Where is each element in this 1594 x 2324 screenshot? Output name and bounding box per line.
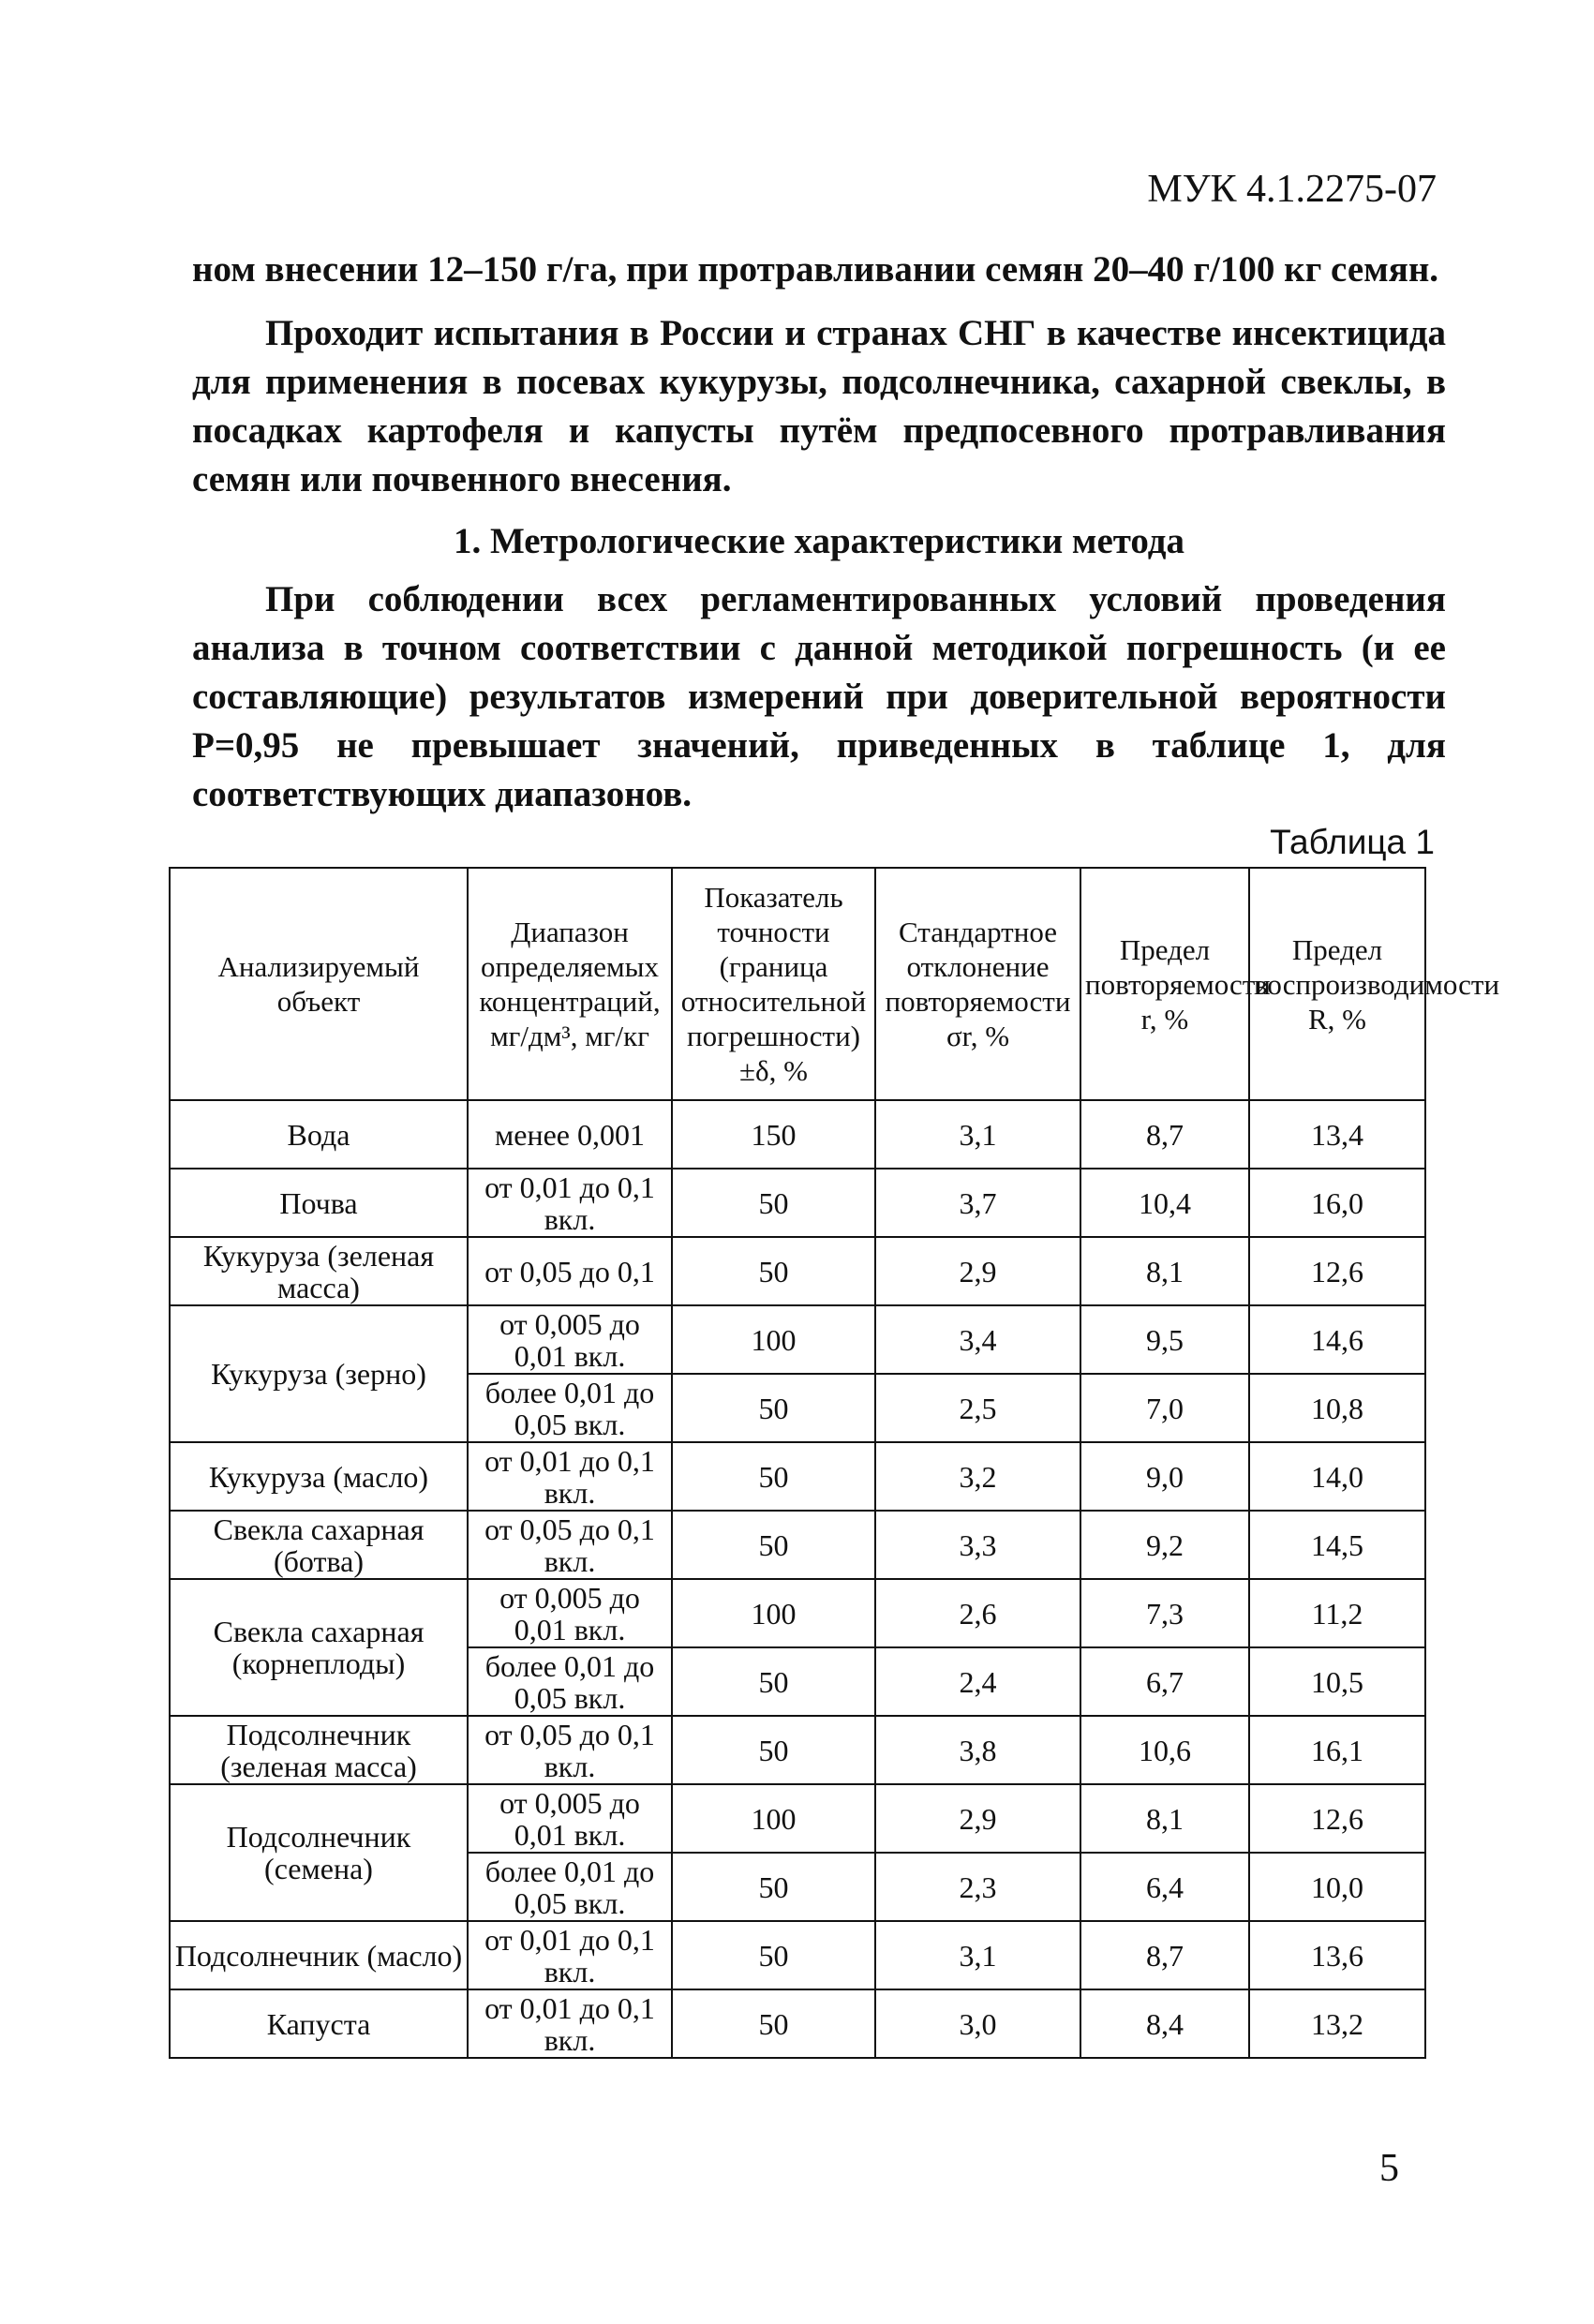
cell-r: 9,2 [1080, 1511, 1249, 1579]
cell-sigma: 2,6 [875, 1579, 1080, 1647]
cell-R: 10,5 [1249, 1647, 1425, 1716]
cell-range: менее 0,001 [468, 1100, 672, 1169]
cell-object: Подсолнечник (семена) [170, 1784, 468, 1921]
header-accuracy: Показатель точности (граница относительной погрешности) ±δ, % [672, 868, 875, 1100]
cell-delta: 50 [672, 1647, 875, 1716]
header-object: Анализируемый объект [170, 868, 468, 1100]
cell-delta: 50 [672, 1237, 875, 1305]
cell-delta: 100 [672, 1579, 875, 1647]
table-row [170, 1579, 1425, 1647]
cell-range: от 0,005 до 0,01 вкл. [468, 1579, 672, 1647]
cell-object: Капуста [170, 1989, 468, 2058]
cell-object: Кукуруза (зеленая масса) [170, 1237, 468, 1305]
cell-R: 13,6 [1249, 1921, 1425, 1989]
page-number: 5 [1379, 2147, 1399, 2190]
cell-R: 13,4 [1249, 1100, 1425, 1169]
cell-R: 14,0 [1249, 1442, 1425, 1511]
table-row [170, 1100, 1425, 1169]
cell-range: от 0,01 до 0,1 вкл. [468, 1442, 672, 1511]
cell-R: 16,0 [1249, 1169, 1425, 1237]
cell-range: от 0,01 до 0,1 вкл. [468, 1989, 672, 2058]
table-row [170, 1784, 1425, 1853]
cell-r: 8,1 [1080, 1784, 1249, 1853]
cell-delta: 100 [672, 1305, 875, 1374]
cell-R: 14,5 [1249, 1511, 1425, 1579]
cell-sigma: 3,3 [875, 1511, 1080, 1579]
cell-range: от 0,05 до 0,1 [468, 1237, 672, 1305]
cell-delta: 150 [672, 1100, 875, 1169]
body-text [192, 246, 1446, 819]
table-row [170, 1921, 1425, 1989]
cell-object: Вода [170, 1100, 468, 1169]
cell-delta: 50 [672, 1853, 875, 1921]
cell-range: более 0,01 до 0,05 вкл. [468, 1647, 672, 1716]
cell-sigma: 3,7 [875, 1169, 1080, 1237]
cell-sigma: 2,3 [875, 1853, 1080, 1921]
cell-object: Свекла сахарная (корнеплоды) [170, 1579, 468, 1716]
paragraph-continuation: ном внесении 12–150 г/га, при протравливании семян 20–40 г/100 кг семян. [192, 249, 1439, 290]
cell-r: 8,7 [1080, 1921, 1249, 1989]
header-reproducibility-limit: Предел воспроизводимости R, % [1249, 868, 1425, 1100]
cell-r: 6,7 [1080, 1647, 1249, 1716]
cell-range: от 0,01 до 0,1 вкл. [468, 1921, 672, 1989]
cell-r: 10,4 [1080, 1169, 1249, 1237]
cell-object: Кукуруза (зерно) [170, 1305, 468, 1442]
cell-r: 6,4 [1080, 1853, 1249, 1921]
cell-r: 7,0 [1080, 1374, 1249, 1442]
cell-object: Свекла сахарная (ботва) [170, 1511, 468, 1579]
cell-range: от 0,05 до 0,1 вкл. [468, 1511, 672, 1579]
table-row [170, 1989, 1425, 2058]
table-row [170, 1237, 1425, 1305]
cell-r: 9,0 [1080, 1442, 1249, 1511]
cell-R: 12,6 [1249, 1784, 1425, 1853]
cell-range: от 0,05 до 0,1 вкл. [468, 1716, 672, 1784]
cell-delta: 100 [672, 1784, 875, 1853]
cell-range: более 0,01 до 0,05 вкл. [468, 1853, 672, 1921]
section-title: 1. Метрологические характеристики метода [453, 521, 1185, 561]
cell-R: 16,1 [1249, 1716, 1425, 1784]
cell-range: от 0,005 до 0,01 вкл. [468, 1784, 672, 1853]
cell-delta: 50 [672, 1989, 875, 2058]
cell-delta: 50 [672, 1511, 875, 1579]
cell-r: 8,4 [1080, 1989, 1249, 2058]
cell-sigma: 3,2 [875, 1442, 1080, 1511]
document-code: МУК 4.1.2275-07 [1147, 168, 1437, 211]
metrology-table [169, 867, 1500, 2059]
table-caption: Таблица 1 [1270, 823, 1435, 861]
cell-R: 13,2 [1249, 1989, 1425, 2058]
cell-sigma: 2,4 [875, 1647, 1080, 1716]
cell-r: 7,3 [1080, 1579, 1249, 1647]
cell-range: от 0,01 до 0,1 вкл. [468, 1169, 672, 1237]
cell-r: 8,7 [1080, 1100, 1249, 1169]
cell-R: 10,0 [1249, 1853, 1425, 1921]
cell-r: 8,1 [1080, 1237, 1249, 1305]
cell-r: 9,5 [1080, 1305, 1249, 1374]
cell-sigma: 3,0 [875, 1989, 1080, 2058]
paragraph-metrology: При соблюдении всех регламентированных условий проведения анализа в точном соответствии с данной методикой погрешность (и ее составляющие) результатов измерений при доверительной вероятности P=0,95 не превышает значений, приведенных в таблице 1, для соответствующих диапазонов. [192, 579, 1446, 814]
cell-sigma: 2,9 [875, 1784, 1080, 1853]
cell-delta: 50 [672, 1169, 875, 1237]
cell-sigma: 3,1 [875, 1921, 1080, 1989]
cell-range: от 0,005 до 0,01 вкл. [468, 1305, 672, 1374]
header-std-deviation: Стандартное отклонение повторяемости σr, % [875, 868, 1080, 1100]
cell-delta: 50 [672, 1442, 875, 1511]
table-row [170, 1511, 1425, 1579]
paragraph-trials: Проходит испытания в России и странах СНГ в качестве инсектицида для применения в посевах кукурузы, подсолнечника, сахарной свеклы, в посадках картофеля и капусты путём предпосевного протравливания семян или почвенного внесения. [192, 313, 1446, 499]
cell-sigma: 3,1 [875, 1100, 1080, 1169]
cell-R: 10,8 [1249, 1374, 1425, 1442]
header-range: Диапазон определяемых концентраций, мг/дм³, мг/кг [468, 868, 672, 1100]
cell-delta: 50 [672, 1374, 875, 1442]
table-header-row [170, 868, 1425, 1100]
cell-r: 10,6 [1080, 1716, 1249, 1784]
cell-R: 11,2 [1249, 1579, 1425, 1647]
table-row [170, 1716, 1425, 1784]
cell-object: Кукуруза (масло) [170, 1442, 468, 1511]
cell-R: 12,6 [1249, 1237, 1425, 1305]
table-row [170, 1305, 1425, 1374]
header-repeatability-limit: Предел повторяемости r, % [1080, 868, 1249, 1100]
cell-delta: 50 [672, 1716, 875, 1784]
cell-object: Подсолнечник (масло) [170, 1921, 468, 1989]
cell-sigma: 3,8 [875, 1716, 1080, 1784]
cell-object: Почва [170, 1169, 468, 1237]
cell-range: более 0,01 до 0,05 вкл. [468, 1374, 672, 1442]
cell-R: 14,6 [1249, 1305, 1425, 1374]
table-row [170, 1169, 1425, 1237]
cell-sigma: 2,5 [875, 1374, 1080, 1442]
cell-sigma: 2,9 [875, 1237, 1080, 1305]
cell-sigma: 3,4 [875, 1305, 1080, 1374]
cell-object: Подсолнечник (зеленая масса) [170, 1716, 468, 1784]
cell-delta: 50 [672, 1921, 875, 1989]
table-row [170, 1442, 1425, 1511]
